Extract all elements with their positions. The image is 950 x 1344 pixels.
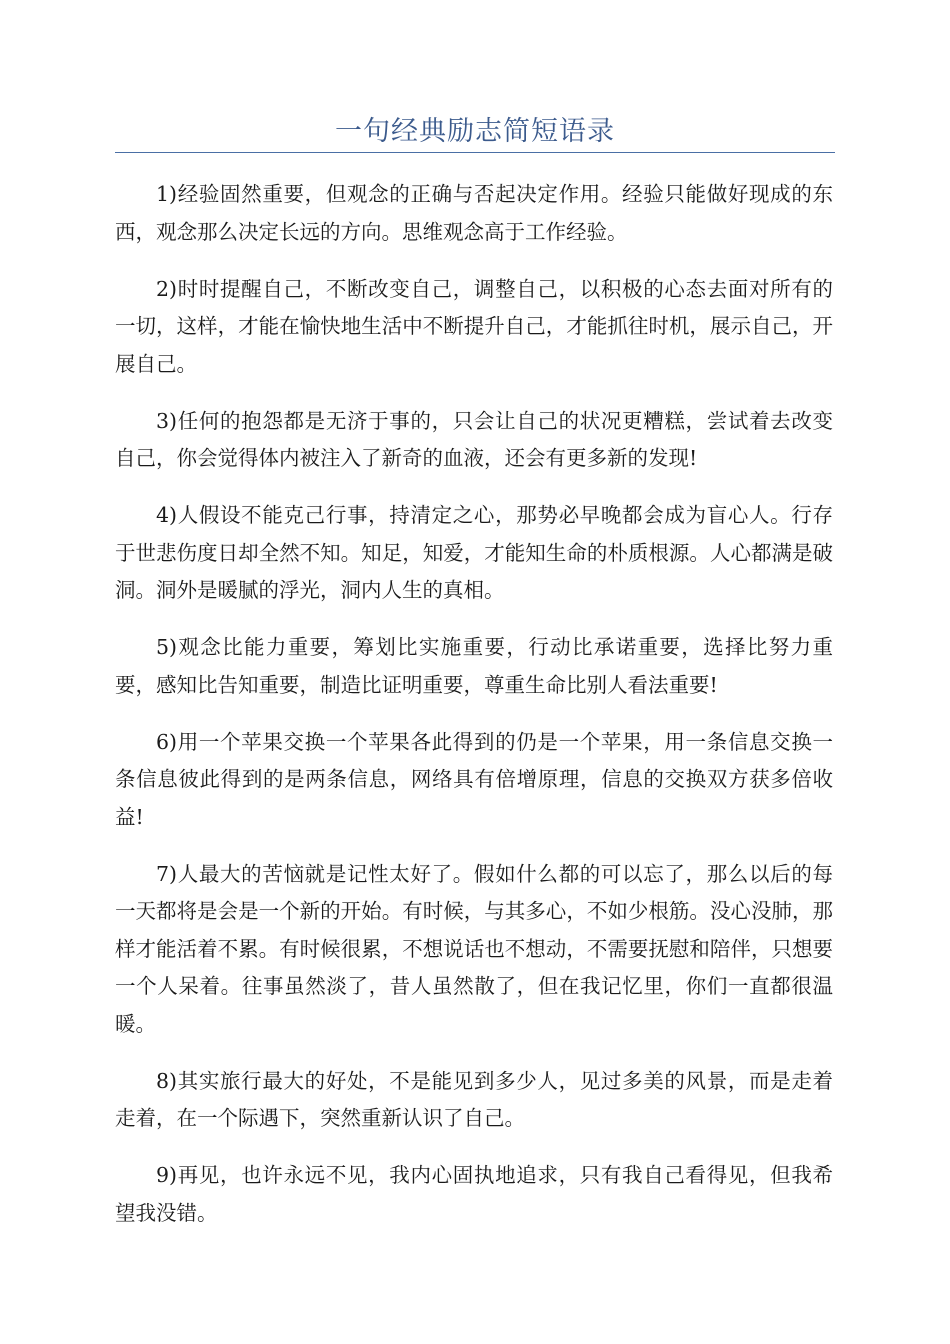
- paragraph-3: 3)任何的抱怨都是无济于事的，只会让自己的状况更糟糕，尝试着去改变自己，你会觉得体内被注入了新奇的血液，还会有更多新的发现!: [115, 408, 833, 470]
- paragraph-2: 2)时时提醒自己，不断改变自己，调整自己，以积极的心态去面对所有的一切，这样，才能在愉快地生活中不断提升自己，才能抓往时机，展示自己，开展自己。: [115, 276, 833, 376]
- title-block: [115, 112, 835, 153]
- page-title: 一句经典励志简短语录: [335, 116, 615, 147]
- document-body: [115, 176, 833, 1252]
- paragraph-7: 7)人最大的苦恼就是记性太好了。假如什么都的可以忘了，那么以后的每一天都将是会是一个新的开始。有时候，与其多心，不如少根筋。没心没肺，那样才能活着不累。有时候很累，不想说话也不想动，不需要抚慰和陪伴，只想要一个人呆着。往事虽然淡了，昔人虽然散了，但在我记忆里，你们一直都很温暖。: [115, 861, 833, 1036]
- paragraph-4: 4)人假设不能克己行事，持清定之心，那势必早晚都会成为盲心人。行存于世悲伤度日却全然不知。知足，知爱，才能知生命的朴质根源。人心都满是破洞。洞外是暖腻的浮光，洞内人生的真相。: [115, 503, 833, 602]
- paragraph-6: 6)用一个苹果交换一个苹果各此得到的仍是一个苹果，用一条信息交换一条信息彼此得到的是两条信息，网络具有倍增原理，信息的交换双方获多倍收益!: [115, 729, 833, 829]
- paragraph-1: 1)经验固然重要，但观念的正确与否起决定作用。经验只能做好现成的东西，观念那么决定长远的方向。思维观念高于工作经验。: [115, 182, 833, 244]
- paragraph-9: 9)再见，也许永远不见，我内心固执地追求，只有我自己看得见，但我希望我没错。: [115, 1163, 833, 1225]
- paragraph-5: 5)观念比能力重要，筹划比实施重要，行动比承诺重要，选择比努力重要，感知比告知重要，制造比证明重要，尊重生命比别人看法重要!: [115, 635, 833, 697]
- title-underline: [115, 152, 835, 153]
- paragraph-8: 8)其实旅行最大的好处，不是能见到多少人，见过多美的风景，而是走着走着，在一个际遇下，突然重新认识了自己。: [115, 1068, 833, 1130]
